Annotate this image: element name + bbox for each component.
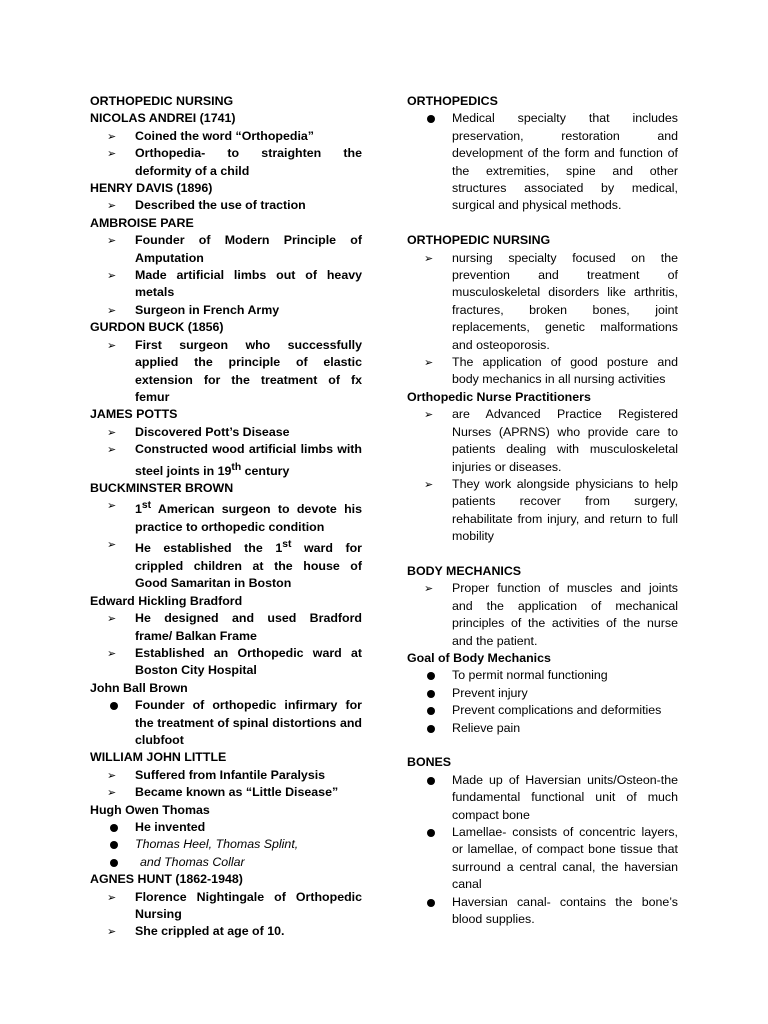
list-bones bbox=[407, 772, 678, 929]
list-nurse-practitioners bbox=[407, 406, 678, 545]
list-item: ➢ They work alongside physicians to help patients recover from surgery, rehabilitate from injury, and return to full mobility bbox=[407, 476, 678, 546]
spacer bbox=[407, 215, 678, 232]
heading-nurse-practitioners: Orthopedic Nurse Practitioners bbox=[407, 389, 591, 404]
list-item: Relieve pain bbox=[407, 720, 678, 737]
list-item bbox=[90, 536, 362, 592]
list-item: ➢ nursing specialty focused on the prevention and treatment of musculoskeletal disorders like arthritis, fractures, broken bones, joint replacements, genetic malformations and osteoporosis. bbox=[407, 250, 678, 354]
list-item: Haversian canal- contains the bone’s blood supplies. bbox=[407, 894, 678, 929]
list-item: To permit normal functioning bbox=[407, 667, 678, 684]
list-item: ➢ Became known as “Little Disease” bbox=[90, 784, 362, 801]
heading-thomas: Hugh Owen Thomas bbox=[90, 802, 210, 817]
list-orthopedic-nursing bbox=[407, 250, 678, 389]
heading-body-mechanics: BODY MECHANICS bbox=[407, 563, 522, 578]
heading-bradford: Edward Hickling Bradford bbox=[90, 593, 243, 608]
item-text: Constructed wood artificial limbs with steel joints in 19 bbox=[135, 442, 362, 478]
list-item: ➢ are Advanced Practice Registered Nurses (APRNS) who provide care to patients dealing with musculoskeletal injuries or diseases. bbox=[407, 406, 678, 476]
list-item bbox=[90, 441, 362, 480]
list-body-mechanics bbox=[407, 580, 678, 650]
list-item: ➢ First surgeon who successfully applied the principle of elastic extension for the treatment of fx femur bbox=[90, 337, 362, 407]
list-bradford bbox=[90, 610, 362, 680]
heading-orthopedics: ORTHOPEDICS bbox=[407, 94, 498, 108]
list-jbbrown bbox=[90, 697, 362, 749]
list-thomas bbox=[90, 819, 362, 871]
item-text: 1 bbox=[135, 502, 142, 517]
list-item: ➢ The application of good posture and body mechanics in all nursing activities bbox=[407, 354, 678, 389]
section-title: ORTHOPEDIC NURSING bbox=[90, 94, 234, 108]
heading-andrei: NICOLAS ANDREI (1741) bbox=[90, 111, 236, 126]
list-item: ➢ Discovered Pott’s Disease bbox=[90, 424, 362, 441]
list-item: ➢ Florence Nightingale of Orthopedic Nursing bbox=[90, 889, 362, 924]
list-item: ➢ Suffered from Infantile Paralysis bbox=[90, 767, 362, 784]
list-item: Medical specialty that includes preservation, restoration and development of the form and function of the extremities, spine and other structures associated by medical, surgical and physical methods. bbox=[407, 110, 678, 214]
list-item: ➢ She crippled at age of 10. bbox=[90, 923, 362, 940]
list-item bbox=[90, 497, 362, 536]
heading-brown: BUCKMINSTER BROWN bbox=[90, 481, 234, 496]
list-item: Lamellae- consists of concentric layers, or lamellae, of compact bone tissue that surround a central canal, the haversian canal bbox=[407, 824, 678, 894]
superscript: st bbox=[141, 500, 152, 512]
list-item: ➢ Established an Orthopedic ward at Boston City Hospital bbox=[90, 645, 362, 680]
list-pare bbox=[90, 232, 362, 319]
list-item: ➢ Made artificial limbs out of heavy metals bbox=[90, 267, 362, 302]
heading-orthopedic-nursing: ORTHOPEDIC NURSING bbox=[407, 233, 551, 248]
spacer bbox=[407, 546, 678, 563]
list-item bbox=[90, 854, 362, 871]
item-text: and Thomas Collar bbox=[140, 854, 245, 869]
list-buck bbox=[90, 337, 362, 407]
left-column bbox=[90, 93, 362, 941]
item-text: American surgeon to devote his practice to orthopedic condition bbox=[135, 502, 362, 534]
list-item: ➢ Described the use of traction bbox=[90, 197, 362, 214]
list-item: Prevent injury bbox=[407, 685, 678, 702]
list-item: ➢ Coined the word “Orthopedia” bbox=[90, 128, 362, 145]
heading-little: WILLIAM JOHN LITTLE bbox=[90, 750, 227, 765]
list-item: He invented bbox=[90, 819, 362, 836]
heading-buck: GURDON BUCK (1856) bbox=[90, 320, 224, 335]
list-andrei bbox=[90, 128, 362, 180]
superscript: st bbox=[282, 539, 292, 551]
list-item: ➢ He designed and used Bradford frame/ Balkan Frame bbox=[90, 610, 362, 645]
right-column bbox=[407, 93, 678, 928]
list-item: Thomas Heel, Thomas Splint, bbox=[90, 836, 362, 853]
list-little bbox=[90, 767, 362, 802]
heading-jbbrown: John Ball Brown bbox=[90, 680, 188, 695]
list-davis bbox=[90, 197, 362, 214]
heading-potts: JAMES POTTS bbox=[90, 407, 178, 422]
spacer bbox=[407, 737, 678, 754]
item-text: He established the 1 bbox=[135, 541, 283, 556]
list-brown bbox=[90, 497, 362, 592]
item-text: ward for crippled children at the house of Good Samaritan in Boston bbox=[135, 541, 362, 591]
list-potts bbox=[90, 424, 362, 480]
heading-davis: HENRY DAVIS (1896) bbox=[90, 181, 213, 196]
heading-hunt: AGNES HUNT (1862-1948) bbox=[90, 872, 243, 887]
heading-pare: AMBROISE PARE bbox=[90, 215, 194, 230]
list-item: Founder of orthopedic infirmary for the treatment of spinal distortions and clubfoot bbox=[90, 697, 362, 749]
list-item: ➢ Founder of Modern Principle of Amputation bbox=[90, 232, 362, 267]
list-hunt bbox=[90, 889, 362, 941]
item-text: century bbox=[241, 463, 290, 478]
list-item: Made up of Haversian units/Osteon-the fundamental functional unit of much compact bone bbox=[407, 772, 678, 824]
list-orthopedics bbox=[407, 110, 678, 214]
superscript: th bbox=[231, 461, 242, 473]
list-goal-body-mechanics bbox=[407, 667, 678, 737]
heading-bones: BONES bbox=[407, 755, 452, 770]
list-item: Prevent complications and deformities bbox=[407, 702, 678, 719]
list-item: ➢ Surgeon in French Army bbox=[90, 302, 362, 319]
list-item: ➢ Orthopedia- to straighten the deformity of a child bbox=[90, 145, 362, 180]
list-item: ➢ Proper function of muscles and joints and the application of mechanical principles of the activities of the nurse and the patient. bbox=[407, 580, 678, 650]
heading-goal-body-mechanics: Goal of Body Mechanics bbox=[407, 650, 551, 665]
